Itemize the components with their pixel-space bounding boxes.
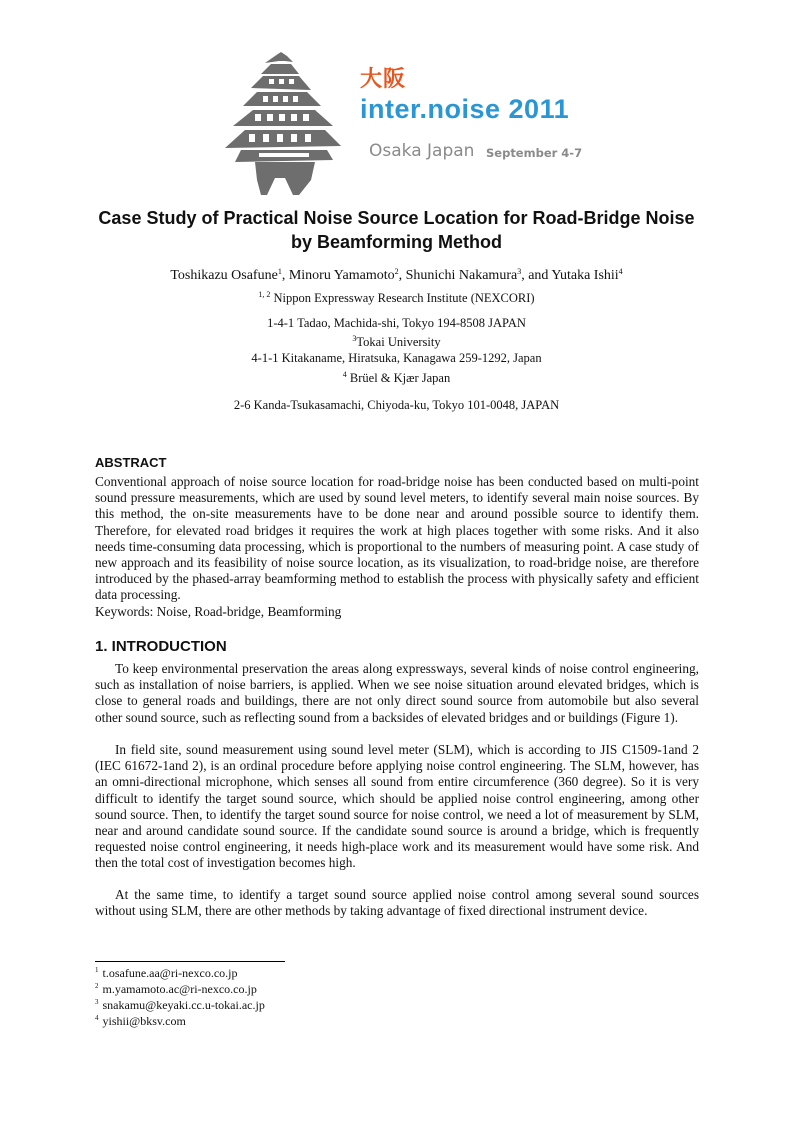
- affiliation-text: Brüel & Kjær Japan: [349, 371, 451, 385]
- footnote-email-link[interactable]: snakamu@keyaki.cc.u-tokai.ac.jp: [102, 998, 265, 1012]
- introduction-paragraph: In field site, sound measurement using sound level meter (SLM), which is according to JIS C1509-1and 2 (IEC 61672-1and 2), is an ordinal procedure before applying noise control engineering. The SLM, however, has an omni-directional microphone, which senses all sound from entire circumference (360 degree). So it is very difficult to identify the target sound source, which should be applied noise control engineering, among other sound source. Then, to identify the target sound source for noise control, we need a lot of measurement by SLM, near and around candidate sound source. If the candidate sound source is around a bridge, which is frequently requested noise control engineering, it needs high-place work and its measurement would have some risk. And then the total cost of investigation becomes high.: [95, 742, 699, 871]
- conference-city: Osaka Japan: [369, 141, 475, 161]
- introduction-paragraph: At the same time, to identify a target sound source applied noise control among several sound sources without using SLM, there are other methods by taking advantage of fixed directional instrument device.: [95, 887, 699, 919]
- conference-dates: September 4-7: [486, 146, 583, 160]
- footnote-1: [95, 966, 238, 981]
- author-name: Toshikazu Osafune: [170, 268, 278, 283]
- affiliation-2-address: 4-1-1 Kitakaname, Hiratsuka, Kanagawa 259-1292, Japan: [251, 351, 542, 365]
- abstract-heading: ABSTRACT: [95, 455, 167, 470]
- footnote-email-link[interactable]: t.osafune.aa@ri-nexco.co.jp: [102, 966, 238, 980]
- author-name: Shunichi Nakamura: [405, 268, 518, 283]
- footnote-email-link[interactable]: m.yamamoto.ac@ri-nexco.co.jp: [102, 982, 257, 996]
- footnote-rule: [95, 961, 285, 962]
- abstract-text: Conventional approach of noise source location for road-bridge noise has been conducted based on multi-point sound pressure measurements, which are used by sound level meters, to identify several main noise sources. By this method, the on-site measurements have to be done near and around possible source to identify them. Therefore, for elevated road bridges it requires the work at high places together with some risks. And it also needs time-consuming data processing, which is proportional to the numbers of measuring point. A case study of new approach and its feasibility of noise source location, as its visualization, to road-bridge noise, are therefore introduced by the phased-array beamforming method to establish the process with physically safety and efficient data processing.: [95, 474, 699, 603]
- keywords: Keywords: Noise, Road-bridge, Beamforming: [95, 604, 342, 619]
- footnote-2: [95, 982, 257, 997]
- affiliation-text: Tokai University: [356, 335, 441, 349]
- author-sup: 1: [277, 267, 282, 276]
- affiliation-1-address: 1-4-1 Tadao, Machida-shi, Tokyo 194-8508 JAPAN: [267, 316, 526, 330]
- author-separator: ,: [281, 268, 289, 283]
- affiliation-3-name: [90, 371, 703, 386]
- author-name: Minoru Yamamoto: [288, 268, 395, 283]
- logo-kanji: 大阪: [360, 67, 407, 92]
- introduction-paragraph: To keep environmental preservation the areas along expressways, several kinds of noise control engineering, such as installation of noise barriers, is applied. When we see noise situation around elevated bridges, which is close to general roads and buildings, there are not only direct sound source from automobile but also several other sound source, such as reflecting sound from a backsides of elevated bridges and or buildings (Figure 1).: [95, 661, 699, 725]
- osaka-castle-icon: [215, 50, 355, 195]
- footnote-mark: 2: [95, 982, 99, 990]
- author-separator: , and: [521, 268, 552, 283]
- author-list: [90, 268, 703, 284]
- footnote-mark: 4: [95, 1014, 99, 1022]
- footnote-3: [95, 998, 265, 1013]
- paper-title: Case Study of Practical Noise Source Location for Road-Bridge Noise by Beamforming Method: [98, 208, 695, 252]
- affiliation-1-name: [90, 291, 703, 306]
- conference-logo: [215, 50, 615, 195]
- author-sup: 3: [517, 267, 522, 276]
- footnote-mark: 1: [95, 966, 99, 974]
- author-sup: 4: [618, 267, 623, 276]
- affiliation-sup: 3: [352, 334, 357, 343]
- footnote-email-link[interactable]: yishii@bksv.com: [102, 1014, 186, 1028]
- footnote-mark: 3: [95, 998, 99, 1006]
- footnote-4: [95, 1014, 186, 1029]
- author-name: Yutaka Ishii: [551, 268, 619, 283]
- affiliation-sup: 4: [342, 370, 347, 379]
- author-separator: ,: [398, 268, 406, 283]
- author-sup: 2: [394, 267, 399, 276]
- conference-name: inter.noise 2011: [360, 94, 570, 124]
- affiliation-2-name: [90, 335, 703, 350]
- affiliation-text: Nippon Expressway Research Institute (NEXCORI): [273, 291, 535, 305]
- affiliation-sup: 1, 2: [258, 290, 271, 299]
- affiliation-3-address: 2-6 Kanda-Tsukasamachi, Chiyoda-ku, Tokyo 101-0048, JAPAN: [233, 398, 560, 412]
- introduction-heading: 1. INTRODUCTION: [95, 638, 227, 655]
